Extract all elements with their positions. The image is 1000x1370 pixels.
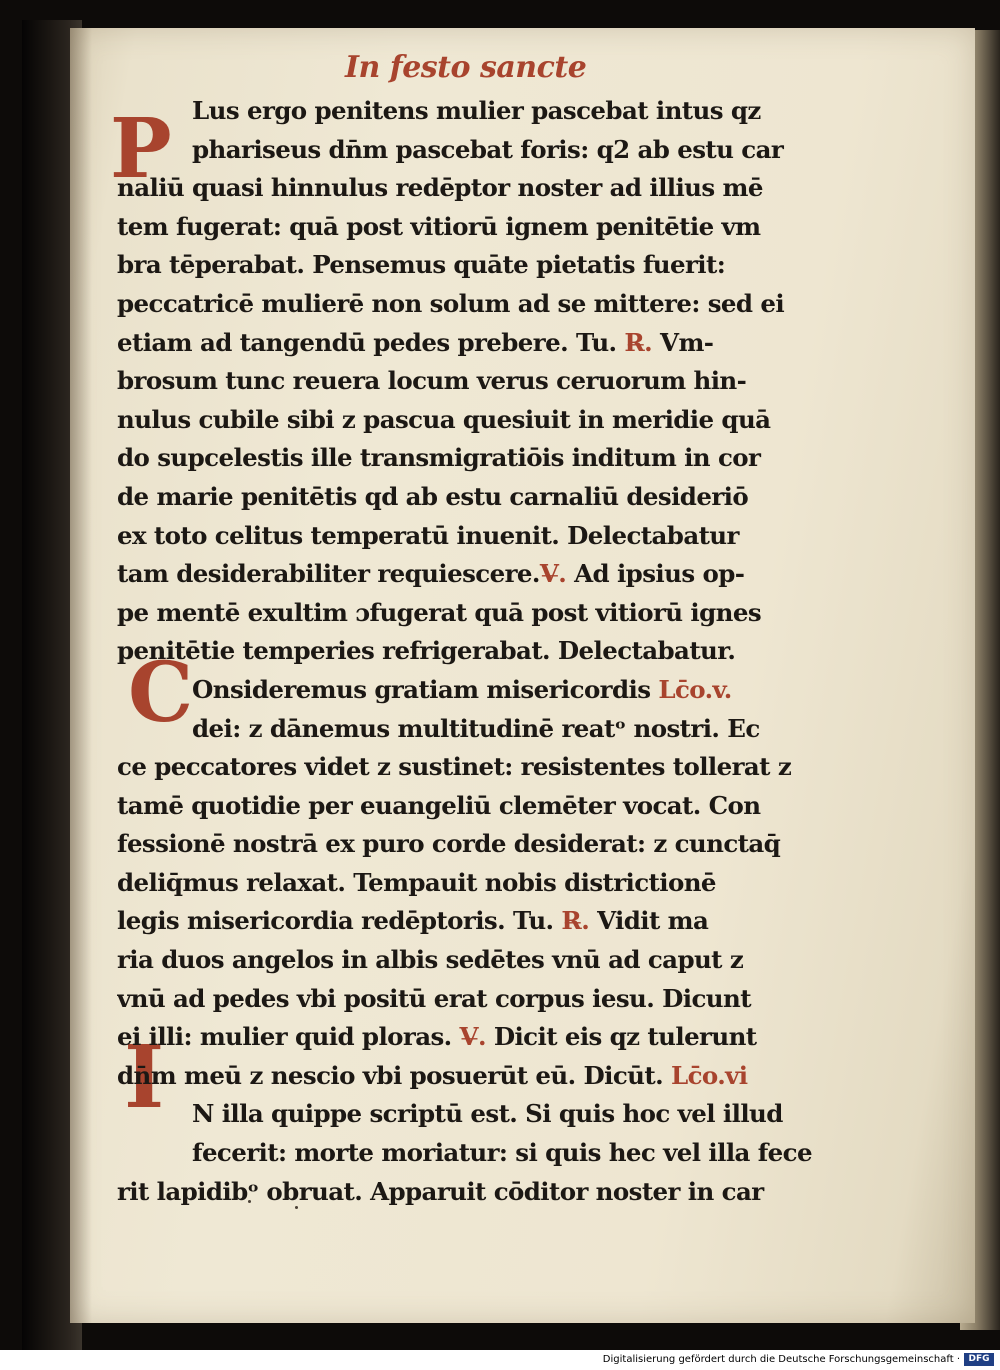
rubric-marker: V̶. xyxy=(539,559,575,589)
text-line xyxy=(117,208,877,247)
rubric-marker: R̶. xyxy=(616,327,661,357)
line-text-continued: Dicit eis qz tulerunt xyxy=(493,1022,757,1052)
text-line xyxy=(117,401,877,440)
text-line xyxy=(117,825,877,864)
rubric-marker: Lc̄o.v. xyxy=(650,674,732,704)
footer-credit: Digitalisierung gefördert durch die Deutsche Forschungsgemeinschaft · xyxy=(602,1354,960,1365)
line-text: ria duos angelos in albis sedētes vnū ad caput z xyxy=(117,945,744,975)
line-text: dei: z dānemus multitudinē reatᵒ nostri. Ec xyxy=(192,713,760,743)
text-line xyxy=(117,517,877,556)
text-line xyxy=(117,980,877,1019)
line-text-continued: Ad ipsius op- xyxy=(574,559,745,589)
text-line xyxy=(117,1057,877,1096)
rubric-marker: V̶. xyxy=(451,1022,494,1052)
text-line xyxy=(117,671,877,710)
line-text-continued: Vidit ma xyxy=(597,906,709,936)
text-block xyxy=(117,92,877,1211)
line-text: dn̄m meū z nescio vbi posuerūt eū. Dicūt. xyxy=(117,1060,664,1090)
rubricated-initial-p: P xyxy=(110,101,172,197)
text-line xyxy=(117,92,877,131)
text-line xyxy=(117,324,877,363)
line-text: nulus cubile sibi z pascua quesiuit in meridie quā xyxy=(117,404,771,434)
footer-bar xyxy=(0,1350,1000,1370)
line-text: ei illi: mulier quid ploras. xyxy=(117,1022,452,1052)
line-text: fessionē nostrā ex puro corde desiderat: z cunctaq̄ xyxy=(117,829,781,859)
line-text: ce peccatores videt z sustinet: resistentes tollerat z xyxy=(117,752,792,782)
line-text: tem fugerat: quā post vitiorū ignem penitētie vm xyxy=(117,211,761,241)
line-text: do supcelestis ille transmigratiōis inditum in cor xyxy=(117,443,761,473)
text-line xyxy=(117,1095,877,1134)
text-line xyxy=(117,748,877,787)
text-line xyxy=(117,439,877,478)
line-text: peccatricē mulierē non solum ad se mittere: sed ei xyxy=(117,288,785,318)
text-line xyxy=(117,131,877,170)
line-text: de marie penitētis qd ab estu carnaliū desideriō xyxy=(117,481,749,511)
line-text: vnū ad pedes vbi positū erat corpus iesu. Dicunt xyxy=(117,983,751,1013)
text-line xyxy=(117,710,877,749)
text-line xyxy=(117,1134,877,1173)
rubricated-initial-i: I xyxy=(124,1027,165,1128)
text-line xyxy=(117,1173,877,1212)
running-heading: In festo sancte xyxy=(345,50,587,85)
line-text: etiam ad tangendū pedes prebere. Tu. xyxy=(117,327,617,357)
line-text-continued: Vm- xyxy=(660,327,714,357)
text-line xyxy=(117,555,877,594)
text-line xyxy=(117,941,877,980)
line-text: ex toto celitus temperatū inuenit. Delectabatur xyxy=(117,520,739,550)
text-line xyxy=(117,285,877,324)
text-line xyxy=(117,864,877,903)
text-line xyxy=(117,594,877,633)
line-text: legis misericordia redēptoris. Tu. xyxy=(117,906,554,936)
text-line xyxy=(117,902,877,941)
text-line xyxy=(117,246,877,285)
text-line xyxy=(117,787,877,826)
text-line xyxy=(117,169,877,208)
line-text: rit lapidibᵒ obruat. Apparuit cōditor noster in car xyxy=(117,1176,764,1206)
line-text: tamē quotidie per euangeliū clemēter vocat. Con xyxy=(117,790,761,820)
line-text: N illa quippe scriptū est. Si quis hoc vel illud xyxy=(192,1099,783,1129)
rubric-marker: Lc̄o.vi xyxy=(663,1060,748,1090)
text-line xyxy=(117,478,877,517)
line-text: fecerit: morte moriatur: si quis hec vel illa fece xyxy=(192,1138,812,1168)
line-text: tam desiderabiliter requiescere. xyxy=(117,559,540,589)
line-text: brosum tunc reuera locum verus ceruorum hin- xyxy=(117,366,747,396)
line-text: phariseus dn̄m pascebat foris: q2 ab estu car xyxy=(192,134,784,164)
rubric-marker: R̶. xyxy=(553,906,598,936)
line-text: Onsideremus gratiam misericordis xyxy=(192,674,651,704)
text-line xyxy=(117,632,877,671)
rubricated-initial-c: C xyxy=(128,645,194,741)
line-text: pe mentē exultim ɔfugerat quā post vitiorū ignes xyxy=(117,597,762,627)
line-text: Lus ergo penitens mulier pascebat intus qz xyxy=(192,96,761,125)
line-text: penitētie temperies refrigerabat. Delectabatur. xyxy=(117,636,736,666)
dfg-logo: DFG xyxy=(964,1353,994,1366)
page-fold-shadow xyxy=(70,28,92,1323)
text-line xyxy=(117,362,877,401)
text-line xyxy=(117,1018,877,1057)
line-text: bra tēperabat. Pensemus quāte pietatis fuerit: xyxy=(117,250,726,280)
line-text: naliū quasi hinnulus redēptor noster ad illius mē xyxy=(117,173,763,203)
line-text: deliq̄mus relaxat. Tempauit nobis districtionē xyxy=(117,867,716,897)
